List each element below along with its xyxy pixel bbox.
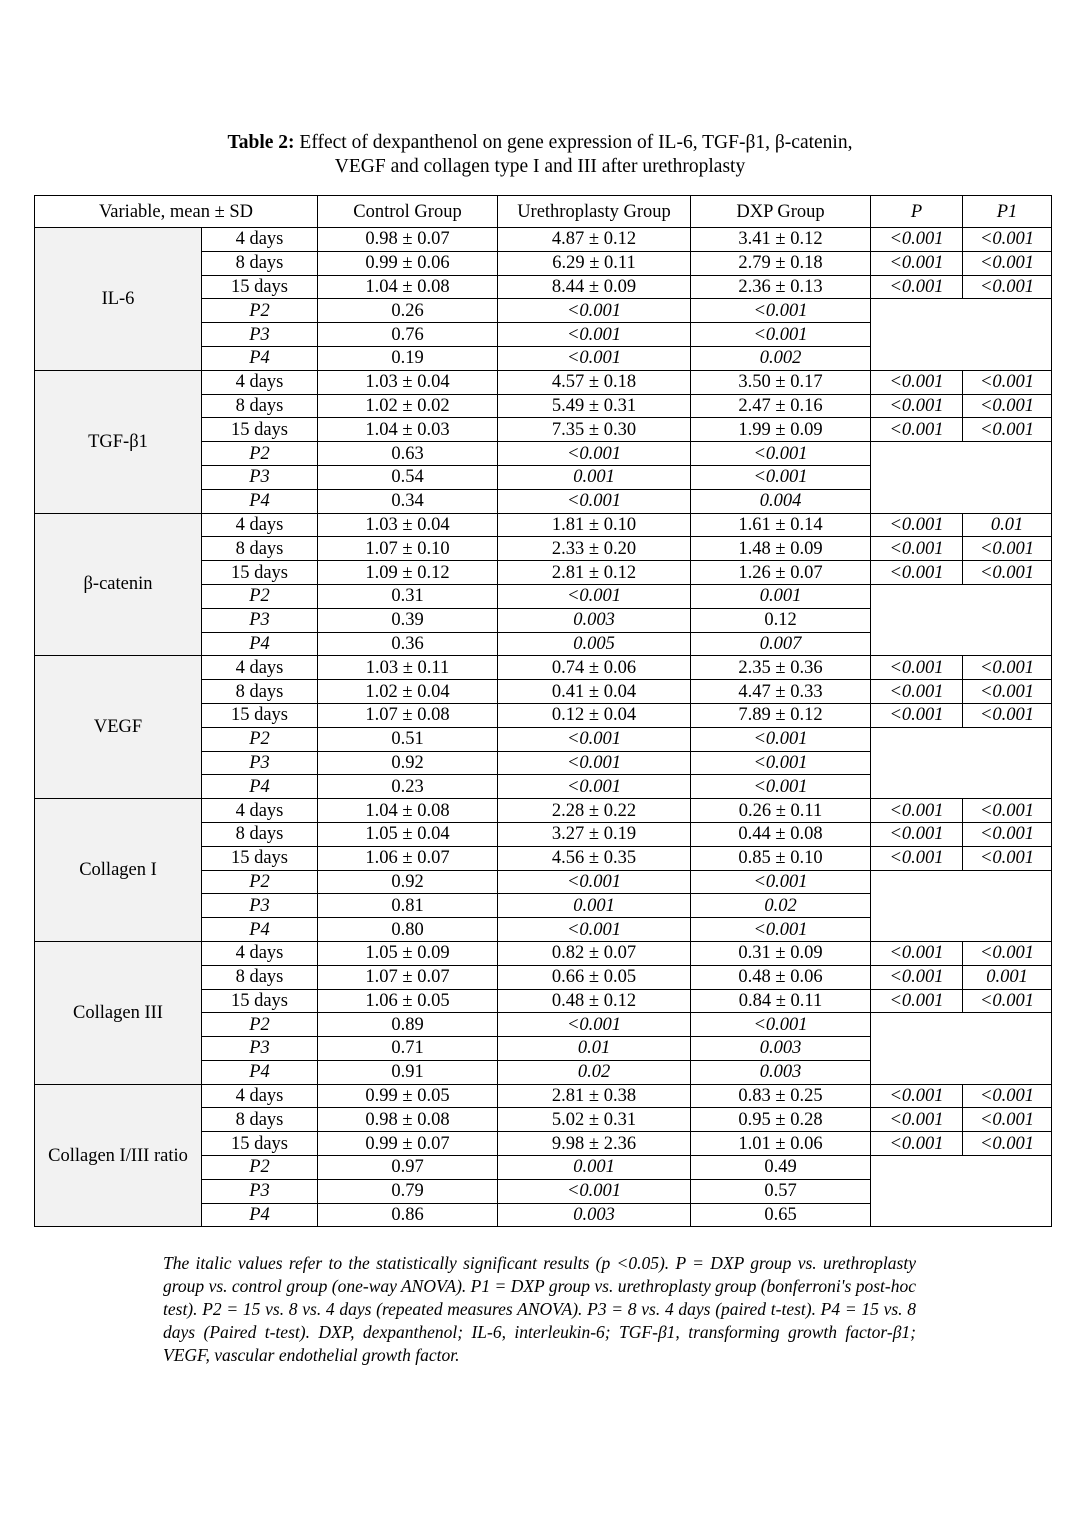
table-row [35,799,1052,823]
dxp-value: <0.001 [691,465,871,489]
p-value: <0.001 [871,989,963,1013]
urethroplasty-value: 0.02 [498,1060,691,1084]
urethroplasty-value: <0.001 [498,918,691,942]
urethroplasty-value: 0.74 ± 0.06 [498,656,691,680]
control-value: 0.54 [318,465,498,489]
control-value: 1.02 ± 0.04 [318,680,498,704]
dxp-value: <0.001 [691,323,871,347]
urethroplasty-value: <0.001 [498,346,691,370]
control-value: 1.05 ± 0.09 [318,941,498,965]
p1-value: <0.001 [963,1132,1052,1156]
control-value: 0.19 [318,346,498,370]
dxp-value: 2.47 ± 0.16 [691,394,871,418]
table-row [35,941,1052,965]
control-value: 0.91 [318,1060,498,1084]
control-value: 0.51 [318,727,498,751]
control-value: 1.03 ± 0.04 [318,370,498,394]
p1-value: <0.001 [963,537,1052,561]
control-value: 1.06 ± 0.07 [318,846,498,870]
header-p: P [871,196,963,228]
p1-value: <0.001 [963,370,1052,394]
control-value: 1.04 ± 0.03 [318,418,498,442]
dxp-value: 1.99 ± 0.09 [691,418,871,442]
row-label: P3 [202,1179,318,1203]
dxp-value: 0.57 [691,1179,871,1203]
p1-value: <0.001 [963,703,1052,727]
dxp-value: 2.79 ± 0.18 [691,251,871,275]
urethroplasty-value: 4.56 ± 0.35 [498,846,691,870]
row-label: 8 days [202,537,318,561]
variable-name: IL-6 [35,228,202,371]
table-footnote: The italic values refer to the statistically significant results (p <0.05). P = DXP group vs. urethroplasty group vs. control group (one-way ANOVA). P1 = DXP group vs. urethroplasty group (bonferroni's post-hoc test). P2 = 15 vs. 8 vs. 4 days (repeated measures ANOVA). P3 = 8 vs. 4 days (paired t-test). P4 = 15 vs. 8 days (Paired t-test). DXP, dexpanthenol; IL-6, interleukin-6; TGF-β1, transforming growth factor-β1; VEGF, vascular endothelial growth factor. [163,1253,916,1365]
urethroplasty-value: 0.003 [498,608,691,632]
row-label: 8 days [202,822,318,846]
urethroplasty-value: <0.001 [498,1013,691,1037]
urethroplasty-value: 6.29 ± 0.11 [498,251,691,275]
row-label: P2 [202,1156,318,1180]
p1-value: <0.001 [963,418,1052,442]
p-value: <0.001 [871,251,963,275]
row-label: P3 [202,751,318,775]
header-dxp: DXP Group [691,196,871,228]
dxp-value: 0.85 ± 0.10 [691,846,871,870]
p-value: <0.001 [871,561,963,585]
row-label: P4 [202,346,318,370]
p-value: <0.001 [871,275,963,299]
header-row [35,196,1052,228]
dxp-value: 0.12 [691,608,871,632]
urethroplasty-value: 0.66 ± 0.05 [498,965,691,989]
control-value: 0.79 [318,1179,498,1203]
row-label: P4 [202,632,318,656]
urethroplasty-value: 0.41 ± 0.04 [498,680,691,704]
urethroplasty-value: <0.001 [498,489,691,513]
urethroplasty-value: 3.27 ± 0.19 [498,822,691,846]
dxp-value: 1.26 ± 0.07 [691,561,871,585]
header-variable: Variable, mean ± SD [35,196,318,228]
p1-value: 0.001 [963,965,1052,989]
empty-cell [871,584,1052,655]
row-label: P4 [202,918,318,942]
control-value: 0.81 [318,894,498,918]
dxp-value: <0.001 [691,918,871,942]
urethroplasty-value: <0.001 [498,1179,691,1203]
dxp-value: 0.004 [691,489,871,513]
control-value: 1.09 ± 0.12 [318,561,498,585]
row-label: 8 days [202,251,318,275]
row-label: P3 [202,1037,318,1061]
table-row [35,1084,1052,1108]
dxp-value: 0.31 ± 0.09 [691,941,871,965]
p-value: <0.001 [871,1132,963,1156]
p1-value: <0.001 [963,799,1052,823]
row-label: P2 [202,727,318,751]
control-value: 0.76 [318,323,498,347]
gene-expression-table [34,195,1052,1227]
p-value: <0.001 [871,822,963,846]
caption-label: Table 2: [227,132,295,153]
p1-value: <0.001 [963,394,1052,418]
header-urethroplasty: Urethroplasty Group [498,196,691,228]
control-value: 1.07 ± 0.07 [318,965,498,989]
control-value: 0.80 [318,918,498,942]
control-value: 0.36 [318,632,498,656]
dxp-value: <0.001 [691,727,871,751]
p1-value: <0.001 [963,680,1052,704]
dxp-value: <0.001 [691,751,871,775]
p-value: <0.001 [871,394,963,418]
control-value: 1.07 ± 0.08 [318,703,498,727]
variable-name: Collagen I/III ratio [35,1084,202,1227]
table-caption [0,131,1080,179]
row-label: P4 [202,775,318,799]
caption-line-1 [0,131,1080,155]
dxp-value: <0.001 [691,442,871,466]
row-label: P4 [202,489,318,513]
p1-value: <0.001 [963,561,1052,585]
caption-text-1: Effect of dexpanthenol on gene expression of IL-6, TGF-β1, β-catenin, [299,132,853,153]
urethroplasty-value: 4.87 ± 0.12 [498,228,691,252]
table-row [35,370,1052,394]
dxp-value: 0.003 [691,1037,871,1061]
row-label: 15 days [202,1132,318,1156]
p-value: <0.001 [871,799,963,823]
p1-value: <0.001 [963,1084,1052,1108]
control-value: 0.31 [318,584,498,608]
p-value: <0.001 [871,703,963,727]
p1-value: <0.001 [963,228,1052,252]
p1-value: <0.001 [963,941,1052,965]
control-value: 0.63 [318,442,498,466]
urethroplasty-value: 1.81 ± 0.10 [498,513,691,537]
urethroplasty-value: <0.001 [498,775,691,799]
row-label: 4 days [202,1084,318,1108]
urethroplasty-value: 8.44 ± 0.09 [498,275,691,299]
control-value: 0.39 [318,608,498,632]
dxp-value: 0.002 [691,346,871,370]
dxp-value: 4.47 ± 0.33 [691,680,871,704]
urethroplasty-value: 0.001 [498,465,691,489]
dxp-value: 0.003 [691,1060,871,1084]
control-value: 0.98 ± 0.08 [318,1108,498,1132]
table-row [35,513,1052,537]
row-label: 15 days [202,561,318,585]
row-label: P3 [202,465,318,489]
urethroplasty-value: 2.81 ± 0.38 [498,1084,691,1108]
row-label: 4 days [202,941,318,965]
dxp-value: 1.61 ± 0.14 [691,513,871,537]
empty-cell [871,870,1052,941]
row-label: 4 days [202,656,318,680]
p1-value: <0.001 [963,275,1052,299]
p-value: <0.001 [871,680,963,704]
row-label: 4 days [202,370,318,394]
dxp-value: 0.001 [691,584,871,608]
empty-cell [871,442,1052,513]
p-value: <0.001 [871,513,963,537]
variable-name: β-catenin [35,513,202,656]
control-value: 0.98 ± 0.07 [318,228,498,252]
p1-value: 0.01 [963,513,1052,537]
urethroplasty-value: 2.28 ± 0.22 [498,799,691,823]
urethroplasty-value: 0.001 [498,894,691,918]
p-value: <0.001 [871,537,963,561]
row-label: 4 days [202,228,318,252]
dxp-value: 0.65 [691,1203,871,1227]
p1-value: <0.001 [963,1108,1052,1132]
row-label: P2 [202,442,318,466]
dxp-value: <0.001 [691,775,871,799]
dxp-value: 3.41 ± 0.12 [691,228,871,252]
control-value: 0.97 [318,1156,498,1180]
p-value: <0.001 [871,846,963,870]
control-value: 0.26 [318,299,498,323]
empty-cell [871,1013,1052,1084]
urethroplasty-value: <0.001 [498,323,691,347]
dxp-value: 0.84 ± 0.11 [691,989,871,1013]
p-value: <0.001 [871,941,963,965]
p-value: <0.001 [871,1108,963,1132]
urethroplasty-value: <0.001 [498,584,691,608]
row-label: 8 days [202,965,318,989]
table-row [35,656,1052,680]
dxp-value: <0.001 [691,1013,871,1037]
dxp-value: 1.48 ± 0.09 [691,537,871,561]
urethroplasty-value: <0.001 [498,870,691,894]
table-row [35,228,1052,252]
caption-line-2: VEGF and collagen type I and III after urethroplasty [334,156,746,177]
control-value: 0.99 ± 0.05 [318,1084,498,1108]
row-label: P3 [202,323,318,347]
dxp-value: 0.48 ± 0.06 [691,965,871,989]
row-label: 15 days [202,275,318,299]
urethroplasty-value: 9.98 ± 2.36 [498,1132,691,1156]
urethroplasty-value: 0.003 [498,1203,691,1227]
header-control: Control Group [318,196,498,228]
variable-name: Collagen I [35,799,202,942]
control-value: 0.23 [318,775,498,799]
dxp-value: 3.50 ± 0.17 [691,370,871,394]
p1-value: <0.001 [963,989,1052,1013]
control-value: 0.92 [318,751,498,775]
p-value: <0.001 [871,656,963,680]
urethroplasty-value: <0.001 [498,751,691,775]
row-label: P4 [202,1203,318,1227]
urethroplasty-value: 5.49 ± 0.31 [498,394,691,418]
urethroplasty-value: <0.001 [498,442,691,466]
dxp-value: 0.26 ± 0.11 [691,799,871,823]
urethroplasty-value: 4.57 ± 0.18 [498,370,691,394]
p1-value: <0.001 [963,846,1052,870]
p-value: <0.001 [871,418,963,442]
dxp-value: <0.001 [691,870,871,894]
urethroplasty-value: 2.81 ± 0.12 [498,561,691,585]
dxp-value: 0.49 [691,1156,871,1180]
urethroplasty-value: 0.48 ± 0.12 [498,989,691,1013]
dxp-value: 0.44 ± 0.08 [691,822,871,846]
control-value: 1.06 ± 0.05 [318,989,498,1013]
urethroplasty-value: 0.005 [498,632,691,656]
control-value: 1.03 ± 0.11 [318,656,498,680]
dxp-value: 2.36 ± 0.13 [691,275,871,299]
row-label: 15 days [202,846,318,870]
control-value: 1.03 ± 0.04 [318,513,498,537]
urethroplasty-value: 0.12 ± 0.04 [498,703,691,727]
row-label: P2 [202,870,318,894]
row-label: P2 [202,1013,318,1037]
variable-name: Collagen III [35,941,202,1084]
row-label: 8 days [202,394,318,418]
row-label: 4 days [202,799,318,823]
p-value: <0.001 [871,1084,963,1108]
control-value: 0.92 [318,870,498,894]
row-label: 15 days [202,703,318,727]
p-value: <0.001 [871,965,963,989]
control-value: 0.99 ± 0.07 [318,1132,498,1156]
header-p1: P1 [963,196,1052,228]
p-value: <0.001 [871,370,963,394]
empty-cell [871,1156,1052,1227]
control-value: 0.99 ± 0.06 [318,251,498,275]
urethroplasty-value: <0.001 [498,727,691,751]
urethroplasty-value: 5.02 ± 0.31 [498,1108,691,1132]
dxp-value: 0.007 [691,632,871,656]
control-value: 1.04 ± 0.08 [318,799,498,823]
dxp-value: 0.95 ± 0.28 [691,1108,871,1132]
row-label: P3 [202,894,318,918]
urethroplasty-value: <0.001 [498,299,691,323]
control-value: 1.07 ± 0.10 [318,537,498,561]
p1-value: <0.001 [963,656,1052,680]
urethroplasty-value: 2.33 ± 0.20 [498,537,691,561]
row-label: 8 days [202,680,318,704]
urethroplasty-value: 0.82 ± 0.07 [498,941,691,965]
dxp-value: 0.02 [691,894,871,918]
row-label: P4 [202,1060,318,1084]
row-label: P2 [202,299,318,323]
row-label: 15 days [202,418,318,442]
control-value: 1.05 ± 0.04 [318,822,498,846]
p1-value: <0.001 [963,251,1052,275]
p1-value: <0.001 [963,822,1052,846]
dxp-value: 2.35 ± 0.36 [691,656,871,680]
p-value: <0.001 [871,228,963,252]
table-body [35,228,1052,1227]
urethroplasty-value: 7.35 ± 0.30 [498,418,691,442]
row-label: 15 days [202,989,318,1013]
row-label: 8 days [202,1108,318,1132]
control-value: 0.89 [318,1013,498,1037]
row-label: P2 [202,584,318,608]
dxp-value: 1.01 ± 0.06 [691,1132,871,1156]
control-value: 1.02 ± 0.02 [318,394,498,418]
dxp-value: 0.83 ± 0.25 [691,1084,871,1108]
row-label: 4 days [202,513,318,537]
dxp-value: <0.001 [691,299,871,323]
empty-cell [871,299,1052,370]
control-value: 1.04 ± 0.08 [318,275,498,299]
control-value: 0.34 [318,489,498,513]
control-value: 0.86 [318,1203,498,1227]
empty-cell [871,727,1052,798]
row-label: P3 [202,608,318,632]
variable-name: TGF-β1 [35,370,202,513]
urethroplasty-value: 0.01 [498,1037,691,1061]
control-value: 0.71 [318,1037,498,1061]
urethroplasty-value: 0.001 [498,1156,691,1180]
variable-name: VEGF [35,656,202,799]
dxp-value: 7.89 ± 0.12 [691,703,871,727]
